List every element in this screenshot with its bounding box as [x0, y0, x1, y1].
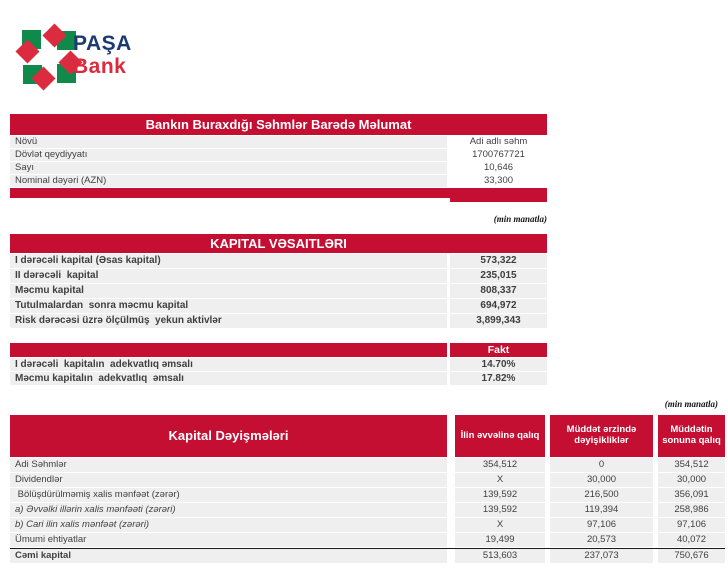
row-value: 235,015 [450, 269, 547, 283]
row-label: Bölüşdürülməmiş xalis mənfəət (zərər) [10, 488, 447, 502]
changes-table-title: Kapital Dəyişmələri [10, 415, 447, 457]
table-row-total [10, 548, 725, 563]
adequacy-table-header [10, 343, 547, 357]
table-row [10, 488, 725, 502]
column-gap [447, 533, 455, 547]
row-label: Risk dərəcəsi üzrə ölçülmüş yekun aktivlər [10, 314, 447, 328]
table-bottom-bar [10, 188, 547, 198]
row-label: Növü [10, 136, 447, 148]
row-value: 10,646 [450, 162, 547, 174]
table-row [10, 503, 725, 517]
row-label: I dərəcəli kapitalın adekvatlıq əmsalı [10, 358, 447, 371]
column-gap [447, 415, 455, 457]
row-value: Adi adlı səhm [450, 136, 547, 148]
table-row [10, 254, 547, 268]
end-balance-value: 258,986 [658, 503, 725, 517]
table-bottom-bar-extension [450, 198, 547, 202]
table-row [10, 314, 547, 328]
table-row [10, 136, 547, 148]
row-label: Adi Səhmlər [10, 458, 447, 472]
row-label: b) Cari ilin xalis mənfəət (zərəri) [10, 518, 447, 532]
column-header-period-changes: Müddət ərzində dəyişikliklər [550, 415, 653, 457]
column-gap [447, 503, 455, 517]
start-balance-value: 19,499 [455, 533, 545, 547]
column-header-start-balance: İlin əvvəlinə qalıq [455, 415, 545, 457]
brand-subname: Bank [73, 55, 127, 78]
start-balance-value: 139,592 [455, 488, 545, 502]
table-row [10, 533, 725, 547]
row-value: 694,972 [450, 299, 547, 313]
row-label: I dərəcəli kapital (Əsas kapital) [10, 254, 447, 268]
capital-changes-table [10, 415, 725, 563]
period-change-value: 237,073 [550, 549, 653, 563]
table-row [10, 473, 725, 487]
table-row [10, 149, 547, 161]
fakt-column-header: Fakt [450, 343, 547, 357]
table-row [10, 358, 547, 371]
row-value: 33,300 [450, 175, 547, 187]
units-note: (min manatla) [493, 214, 547, 224]
brand-name: PAŞA [73, 32, 132, 55]
start-balance-value: X [455, 473, 545, 487]
row-label: Sayı [10, 162, 447, 174]
start-balance-value: 513,603 [455, 549, 545, 563]
column-gap [447, 518, 455, 532]
units-note: (min manatla) [664, 399, 718, 409]
row-value: 3,899,343 [450, 314, 547, 328]
period-change-value: 20,573 [550, 533, 653, 547]
row-label: Məcmu kapitalın adekvatlıq əmsalı [10, 372, 447, 385]
shares-table-title: Bankın Buraxdığı Səhmlər Barədə Məlumat [10, 114, 547, 135]
shares-info-table [10, 114, 547, 202]
period-change-value: 119,394 [550, 503, 653, 517]
end-balance-value: 30,000 [658, 473, 725, 487]
table-row [10, 518, 725, 532]
period-change-value: 216,500 [550, 488, 653, 502]
column-gap [447, 473, 455, 487]
row-value: 1700767721 [450, 149, 547, 161]
table-row [10, 175, 547, 187]
row-value: 573,322 [450, 254, 547, 268]
end-balance-value: 750,676 [658, 549, 725, 563]
bank-wordmark [73, 32, 132, 78]
row-value: 14.70% [450, 358, 547, 371]
table-row [10, 269, 547, 283]
table-row [10, 284, 547, 298]
capital-funds-table [10, 234, 547, 328]
row-label: Nominal dəyəri (AZN) [10, 175, 447, 187]
row-label: Məcmu kapital [10, 284, 447, 298]
period-change-value: 30,000 [550, 473, 653, 487]
table-row [10, 162, 547, 174]
row-label: Dövlət qeydiyyatı [10, 149, 447, 161]
row-label: Ümumi ehtiyatlar [10, 533, 447, 547]
row-label: Tutulmalardan sonra məcmu kapital [10, 299, 447, 313]
end-balance-value: 356,091 [658, 488, 725, 502]
start-balance-value: 354,512 [455, 458, 545, 472]
start-balance-value: 139,592 [455, 503, 545, 517]
end-balance-value: 40,072 [658, 533, 725, 547]
header-spacer [10, 343, 447, 357]
table-row [10, 458, 725, 472]
period-change-value: 97,106 [550, 518, 653, 532]
table-row [10, 299, 547, 313]
row-label: Cəmi kapital [10, 549, 447, 563]
column-gap [447, 458, 455, 472]
row-value: 17.82% [450, 372, 547, 385]
period-change-value: 0 [550, 458, 653, 472]
row-label: a) Əvvəlki illərin xalis mənfəəti (zərəri) [10, 503, 447, 517]
column-gap [447, 549, 455, 563]
capital-table-title: KAPITAL VƏSAITLƏRI [10, 234, 547, 253]
start-balance-value: X [455, 518, 545, 532]
column-header-end-balance: Müddətin sonuna qalıq [658, 415, 725, 457]
end-balance-value: 97,106 [658, 518, 725, 532]
table-row [10, 372, 547, 385]
row-value: 808,337 [450, 284, 547, 298]
row-label: II dərəcəli kapital [10, 269, 447, 283]
column-gap [447, 488, 455, 502]
end-balance-value: 354,512 [658, 458, 725, 472]
capital-changes-header [10, 415, 725, 457]
adequacy-table [10, 343, 547, 385]
pasha-bank-logo-icon [20, 28, 78, 86]
row-label: Dividendlər [10, 473, 447, 487]
